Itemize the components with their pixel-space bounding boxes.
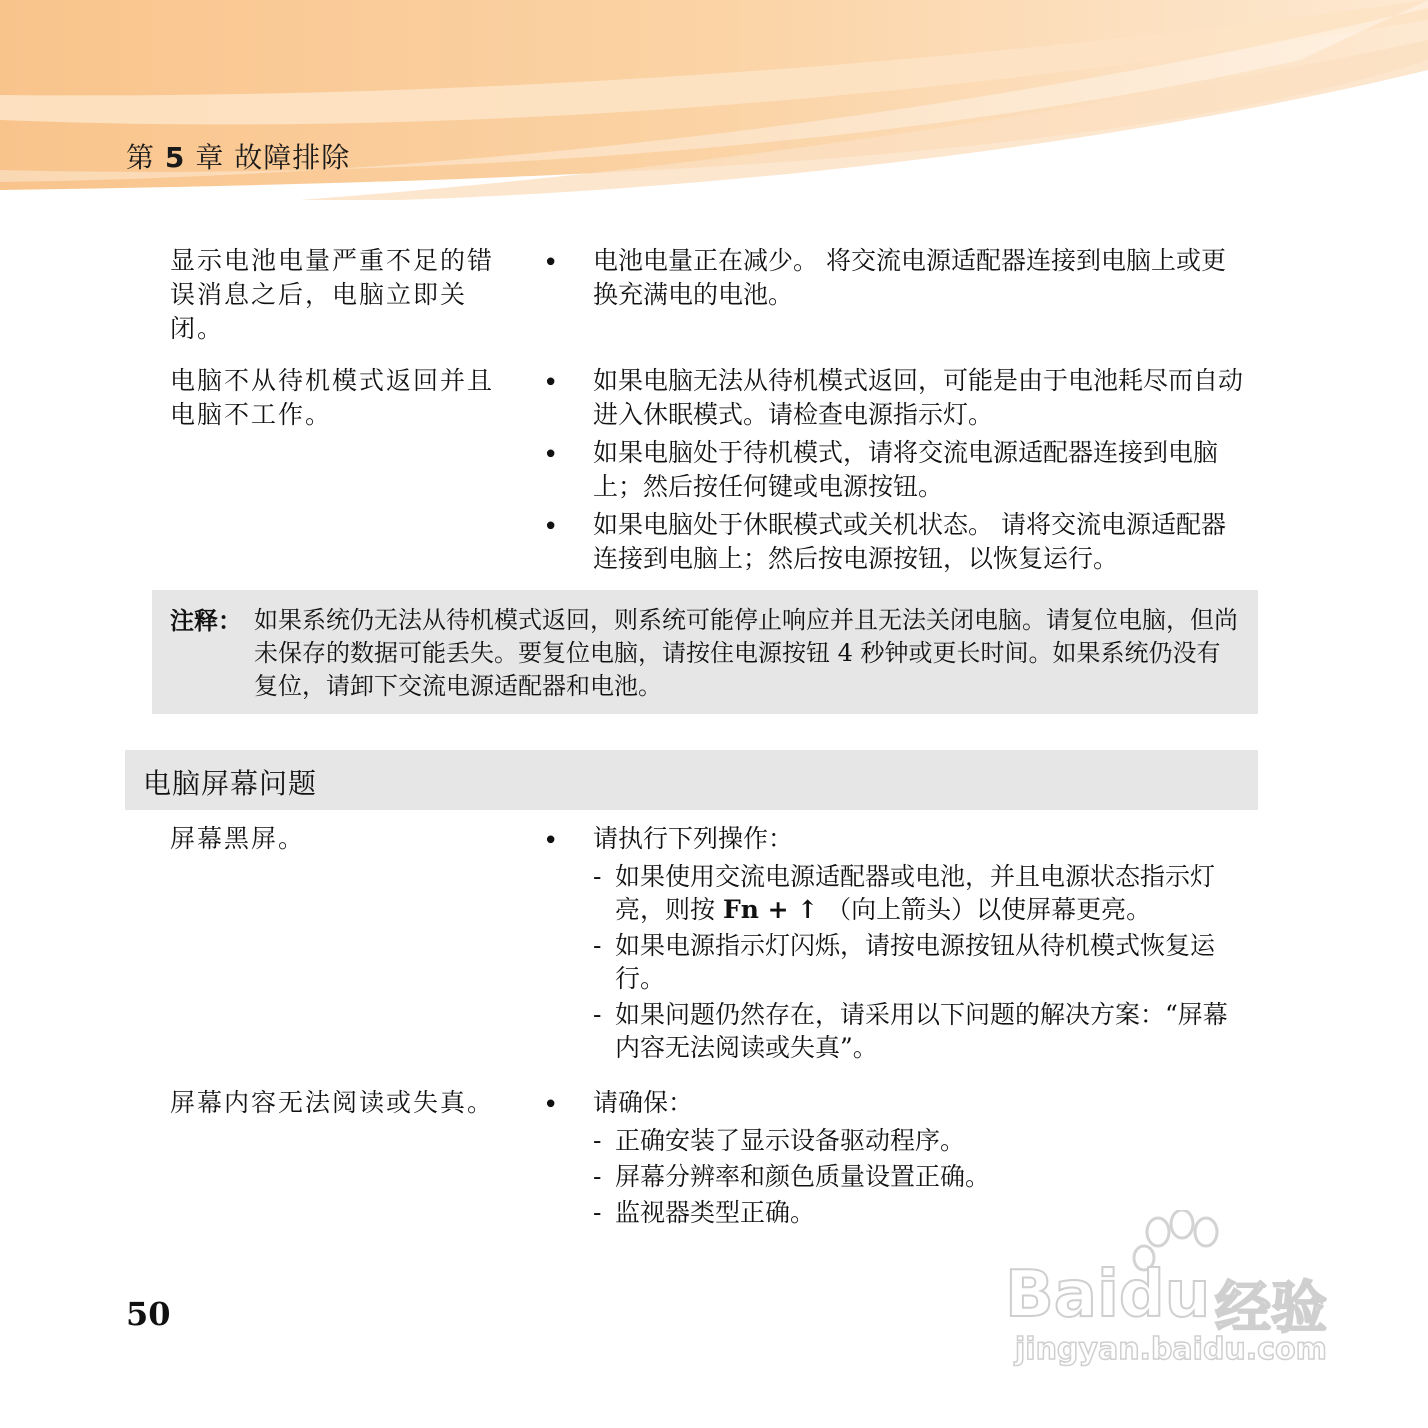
sub-item [540,998,1245,1064]
watermark-url: jingyan.baidu.com [1015,1332,1327,1367]
page-number: 50 [126,1295,171,1333]
bullet-icon: • [543,368,559,398]
solution-item [540,822,1245,856]
chapter-suffix: 章 [195,141,225,174]
solution-list [540,364,1245,580]
chapter-title [126,136,350,176]
dash-icon: - [593,1126,602,1155]
bullet-icon: • [543,248,559,278]
sub-text: 如果电源指示灯闪烁，请按电源按钮从待机模式恢复运行。 [615,931,1216,993]
solution-item [540,244,1245,312]
watermark-brand-cn: 经验 [1215,1276,1327,1341]
solution-list [540,822,1245,1067]
sub-text: （向上箭头）以使屏幕更亮。 [818,895,1152,924]
bullet-icon: • [543,1090,559,1120]
bullet-icon: • [543,826,559,856]
solution-item [540,364,1245,432]
dash-icon: - [593,931,602,960]
solution-intro: 请执行下列操作： [593,824,794,853]
symptom-text: 屏幕黑屏。 [170,824,306,853]
symptom-text: 屏幕内容无法阅读或失真。 [170,1088,495,1117]
sub-item [540,1124,1245,1157]
dash-icon: - [593,862,602,891]
symptom-text: 显示电池电量严重不足的错误消息之后，电脑立即关闭。 [170,246,495,343]
section-header [125,750,1258,810]
baidu-watermark [1005,1210,1350,1375]
sub-text: 监视器类型正确。 [615,1198,816,1227]
sub-text: 如果使用交流电源适配器或电池，并且电源状态指示灯亮，则按 [615,862,1216,924]
section-title: 电脑屏幕问题 [143,767,318,800]
dash-icon: - [593,1000,602,1029]
solution-item [540,436,1245,504]
symptom-text: 电脑不从待机模式返回并且电脑不工作。 [170,366,495,429]
bullet-icon: • [543,440,559,470]
solution-text: 电池电量正在减少。 将交流电源适配器连接到电脑上或更换充满电的电池。 [593,246,1226,309]
solution-item [540,1086,1245,1120]
sub-text: 正确安装了显示设备驱动程序。 [615,1126,966,1155]
dash-icon: - [593,1198,602,1227]
note-text: 如果系统仍无法从待机模式返回，则系统可能停止响应并且无法关闭电脑。请复位电脑，但尚未保存的数据可能丢失。要复位电脑，请按住电源按钮 4 秒钟或更长时间。如果系统仍没有复位，请卸下交流电源适配器和电池。 [254,606,1238,700]
chapter-label: 第 [126,141,156,174]
solution-list [540,244,1245,316]
solution-item [540,508,1245,576]
note-box [152,590,1258,714]
sub-text: 屏幕分辨率和颜色质量设置正确。 [615,1162,991,1191]
watermark-brand: Baidu [1005,1258,1211,1332]
solution-intro: 请确保： [593,1088,694,1117]
solution-text: 如果电脑处于待机模式，请将交流电源适配器连接到电脑上；然后按任何键或电源按钮。 [593,438,1219,501]
sub-text: 如果问题仍然存在，请采用以下问题的解决方案：“屏幕内容无法阅读或失真”。 [615,1000,1228,1062]
dash-icon: - [593,1162,602,1191]
bullet-icon: • [543,512,559,542]
key-combo: Fn + ↑ [722,895,819,924]
chapter-name: 故障排除 [234,141,351,174]
solution-text: 如果电脑无法从待机模式返回，可能是由于电池耗尽而自动进入休眠模式。请检查电源指示灯。 [593,366,1244,429]
solution-text: 如果电脑处于休眠模式或关机状态。 请将交流电源适配器连接到电脑上；然后按电源按钮，以恢复运行。 [593,510,1226,573]
sub-item [540,1160,1245,1193]
note-label: 注释： [170,607,242,635]
sub-item [540,860,1245,926]
sub-item [540,929,1245,995]
chapter-number: 5 [164,141,186,174]
